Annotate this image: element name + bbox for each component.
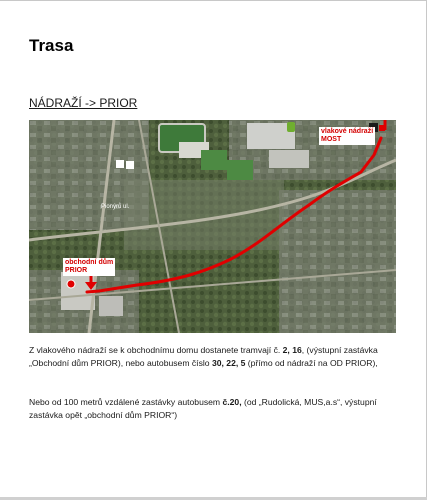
route-subtitle: NÁDRAŽÍ -> PRIOR <box>29 96 138 110</box>
bus-20-number: č.20, <box>222 397 242 407</box>
map-street-label: Pionýrů ul. <box>101 204 130 210</box>
map-label-station: vlakové nádraží MOST <box>321 128 374 143</box>
bus-numbers: 30, 22, 5 <box>211 358 246 368</box>
route-map <box>29 120 396 333</box>
frame-top-border <box>0 0 427 1</box>
paragraph-bus-20: Nebo od 100 metrů vzdálené zastávky autobusem č.20, (od „Rudolická, MUS,a.s“, výstupní zastávka opět „obchodní dům PRIOR“) <box>29 397 377 420</box>
satellite-map-image <box>29 120 396 333</box>
map-label-shop: obchodní dům PRIOR <box>65 259 114 274</box>
page-title: Trasa <box>29 36 74 55</box>
tram-numbers: 2, 16 <box>282 345 302 355</box>
paragraph-tram-bus: Z vlakového nádraží se k obchodnímu domu dostanete tramvají č. 2, 16, (výstupní zastávka „Obchodní dům PRIOR), nebo autobusem číslo 30, 22, 5 (přímo od nádraží na OD PRIOR), <box>29 345 378 368</box>
